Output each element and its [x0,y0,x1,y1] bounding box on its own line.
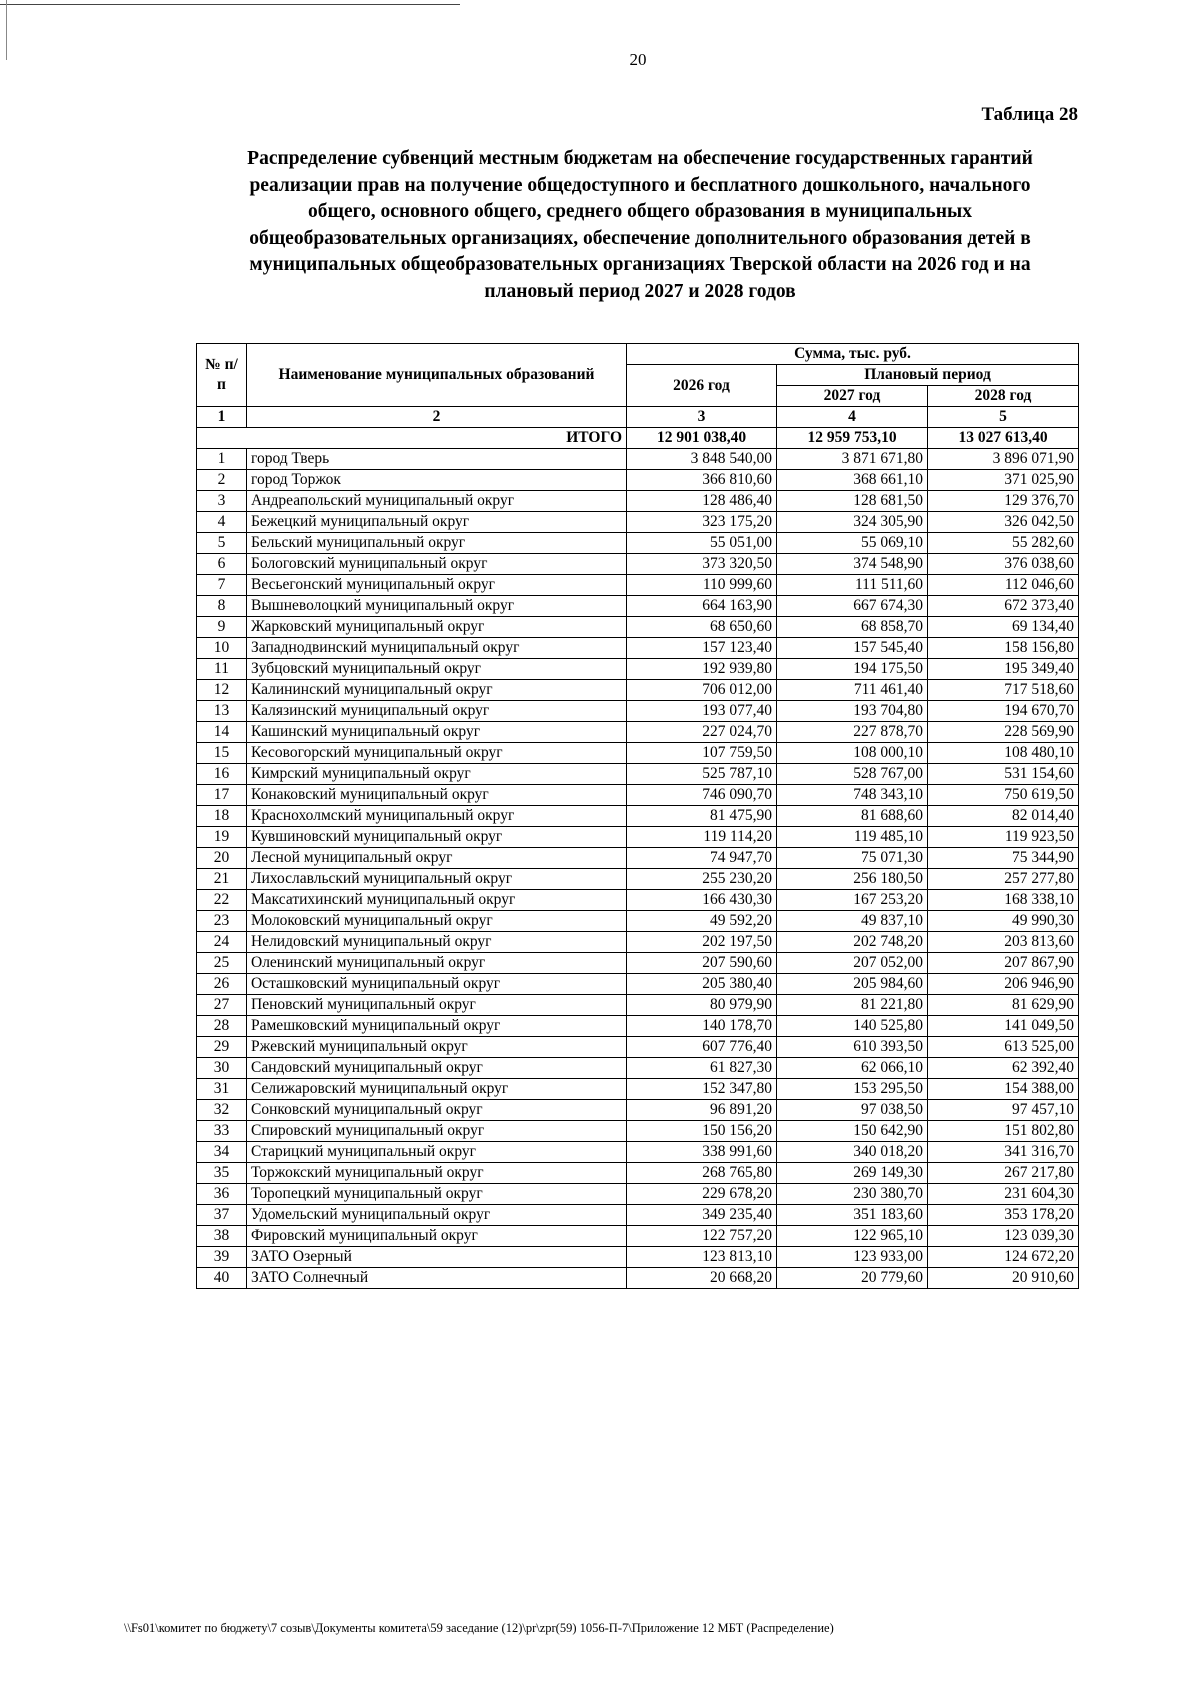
amount-2027: 748 343,10 [777,785,928,806]
table-row [197,638,1079,659]
amount-2027: 340 018,20 [777,1142,928,1163]
table-row [197,449,1079,470]
municipality-name: Вышневолоцкий муниципальный округ [247,596,627,617]
row-number: 11 [197,659,247,680]
amount-2027: 227 878,70 [777,722,928,743]
title-line: общего, основного общего, среднего общего образования в муниципальных [308,201,972,222]
amount-2028: 49 990,30 [928,911,1079,932]
column-numbers-row [197,407,1079,428]
table-row [197,701,1079,722]
row-number: 32 [197,1100,247,1121]
amount-2028: 194 670,70 [928,701,1079,722]
table-row [197,1247,1079,1268]
municipality-name: Молоковский муниципальный округ [247,911,627,932]
amount-2028: 62 392,40 [928,1058,1079,1079]
municipality-name: Максатихинский муниципальный округ [247,890,627,911]
municipality-name: Сандовский муниципальный округ [247,1058,627,1079]
row-number: 9 [197,617,247,638]
table-row [197,848,1079,869]
amount-2028: 3 896 071,90 [928,449,1079,470]
title-line: Распределение субвенций местным бюджетам на обеспечение государственных гарантий [247,148,1033,169]
header-2028: 2028 год [928,386,1079,407]
table-row [197,1016,1079,1037]
municipality-name: город Торжок [247,470,627,491]
row-number: 23 [197,911,247,932]
total-row [197,428,1079,449]
row-number: 3 [197,491,247,512]
row-number: 5 [197,533,247,554]
row-number: 39 [197,1247,247,1268]
table-row [197,1268,1079,1289]
column-number: 2 [247,407,627,428]
amount-2026: 107 759,50 [627,743,777,764]
amount-2028: 371 025,90 [928,470,1079,491]
row-number: 12 [197,680,247,701]
row-number: 16 [197,764,247,785]
amount-2028: 228 569,90 [928,722,1079,743]
amount-2026: 49 592,20 [627,911,777,932]
header-planned-period: Плановый период [777,365,1079,386]
amount-2027: 205 984,60 [777,974,928,995]
row-number: 4 [197,512,247,533]
table-row [197,491,1079,512]
amount-2028: 141 049,50 [928,1016,1079,1037]
row-number: 29 [197,1037,247,1058]
amount-2026: 110 999,60 [627,575,777,596]
row-number: 33 [197,1121,247,1142]
municipality-name: Кимрский муниципальный округ [247,764,627,785]
table-row [197,1079,1079,1100]
amount-2027: 140 525,80 [777,1016,928,1037]
amount-2028: 20 910,60 [928,1268,1079,1289]
amount-2027: 150 642,90 [777,1121,928,1142]
municipality-name: Удомельский муниципальный округ [247,1205,627,1226]
amount-2027: 119 485,10 [777,827,928,848]
amount-2028: 203 813,60 [928,932,1079,953]
row-number: 10 [197,638,247,659]
amount-2028: 112 046,60 [928,575,1079,596]
amount-2028: 195 349,40 [928,659,1079,680]
amount-2026: 366 810,60 [627,470,777,491]
amount-2027: 207 052,00 [777,953,928,974]
municipality-name: Калязинский муниципальный округ [247,701,627,722]
municipality-name: Калининский муниципальный округ [247,680,627,701]
amount-2027: 711 461,40 [777,680,928,701]
amount-2028: 672 373,40 [928,596,1079,617]
amount-2027: 351 183,60 [777,1205,928,1226]
amount-2027: 610 393,50 [777,1037,928,1058]
row-number: 36 [197,1184,247,1205]
row-number: 37 [197,1205,247,1226]
column-number: 4 [777,407,928,428]
amount-2028: 108 480,10 [928,743,1079,764]
title-line: общеобразовательных организациях, обеспечение дополнительного образования детей в [249,227,1031,249]
table-row [197,953,1079,974]
municipality-name: Старицкий муниципальный округ [247,1142,627,1163]
scan-artifact-line [0,4,460,5]
table-row [197,806,1079,827]
amount-2028: 158 156,80 [928,638,1079,659]
row-number: 24 [197,932,247,953]
title-line: муниципальных общеобразовательных организациях Тверской области на 2026 год и на [249,254,1031,275]
table-row [197,1184,1079,1205]
municipality-name: Бежецкий муниципальный округ [247,512,627,533]
amount-2026: 123 813,10 [627,1247,777,1268]
row-number: 20 [197,848,247,869]
table-row [197,1163,1079,1184]
total-label: ИТОГО [197,428,627,449]
municipality-name: Кувшиновский муниципальный округ [247,827,627,848]
row-number: 28 [197,1016,247,1037]
municipality-name: Кашинский муниципальный округ [247,722,627,743]
amount-2027: 528 767,00 [777,764,928,785]
amount-2026: 61 827,30 [627,1058,777,1079]
title-line: плановый период 2027 и 2028 годов [484,280,796,302]
row-number: 21 [197,869,247,890]
amount-2026: 96 891,20 [627,1100,777,1121]
amount-2026: 706 012,00 [627,680,777,701]
row-number: 26 [197,974,247,995]
amount-2026: 3 848 540,00 [627,449,777,470]
table-row [197,512,1079,533]
amount-2027: 324 305,90 [777,512,928,533]
column-number: 5 [928,407,1079,428]
row-number: 13 [197,701,247,722]
header-name: Наименование муниципальных образований [247,344,627,407]
row-number: 34 [197,1142,247,1163]
table-row [197,890,1079,911]
row-number: 30 [197,1058,247,1079]
amount-2027: 193 704,80 [777,701,928,722]
municipality-name: Пеновский муниципальный округ [247,995,627,1016]
amount-2027: 667 674,30 [777,596,928,617]
amount-2028: 119 923,50 [928,827,1079,848]
amount-2026: 205 380,40 [627,974,777,995]
row-number: 6 [197,554,247,575]
amount-2028: 75 344,90 [928,848,1079,869]
title-line: реализации прав на получение общедоступного и бесплатного дошкольного, начального [249,174,1031,196]
amount-2028: 97 457,10 [928,1100,1079,1121]
amount-2026: 20 668,20 [627,1268,777,1289]
table-row [197,974,1079,995]
amount-2027: 157 545,40 [777,638,928,659]
municipality-name: Нелидовский муниципальный округ [247,932,627,953]
table-row [197,554,1079,575]
amount-2028: 267 217,80 [928,1163,1079,1184]
amount-2026: 192 939,80 [627,659,777,680]
amount-2028: 257 277,80 [928,869,1079,890]
municipality-name: Рамешковский муниципальный округ [247,1016,627,1037]
amount-2028: 613 525,00 [928,1037,1079,1058]
amount-2028: 151 802,80 [928,1121,1079,1142]
amount-2026: 81 475,90 [627,806,777,827]
table-row [197,1058,1079,1079]
municipality-name: Весьегонский муниципальный округ [247,575,627,596]
row-number: 40 [197,1268,247,1289]
municipality-name: Торопецкий муниципальный округ [247,1184,627,1205]
municipality-name: Зубцовский муниципальный округ [247,659,627,680]
table-row [197,1037,1079,1058]
amount-2027: 256 180,50 [777,869,928,890]
row-number: 31 [197,1079,247,1100]
amount-2026: 80 979,90 [627,995,777,1016]
table-row [197,764,1079,785]
amount-2027: 153 295,50 [777,1079,928,1100]
amount-2027: 122 965,10 [777,1226,928,1247]
row-number: 14 [197,722,247,743]
table-row [197,575,1079,596]
municipality-name: Оленинский муниципальный округ [247,953,627,974]
amount-2028: 55 282,60 [928,533,1079,554]
municipality-name: Сонковский муниципальный округ [247,1100,627,1121]
header-2026: 2026 год [627,365,777,407]
amount-2028: 750 619,50 [928,785,1079,806]
amount-2027: 230 380,70 [777,1184,928,1205]
municipality-name: Лесной муниципальный округ [247,848,627,869]
table-label: Таблица 28 [981,104,1078,125]
row-number: 22 [197,890,247,911]
table-row [197,869,1079,890]
row-number: 2 [197,470,247,491]
amount-2027: 202 748,20 [777,932,928,953]
municipality-name: Андреапольский муниципальный округ [247,491,627,512]
amount-2028: 69 134,40 [928,617,1079,638]
row-number: 19 [197,827,247,848]
amount-2027: 81 688,60 [777,806,928,827]
municipality-name: Лихославльский муниципальный округ [247,869,627,890]
amount-2027: 97 038,50 [777,1100,928,1121]
row-number: 8 [197,596,247,617]
amount-2026: 157 123,40 [627,638,777,659]
amount-2026: 128 486,40 [627,491,777,512]
amount-2027: 68 858,70 [777,617,928,638]
amount-2027: 49 837,10 [777,911,928,932]
table-row [197,1142,1079,1163]
amount-2028: 206 946,90 [928,974,1079,995]
amount-2027: 368 661,10 [777,470,928,491]
amount-2028: 154 388,00 [928,1079,1079,1100]
municipality-name: Ржевский муниципальный округ [247,1037,627,1058]
amount-2026: 150 156,20 [627,1121,777,1142]
amount-2028: 124 672,20 [928,1247,1079,1268]
row-number: 38 [197,1226,247,1247]
municipality-name: Торжокский муниципальный округ [247,1163,627,1184]
amount-2026: 664 163,90 [627,596,777,617]
amount-2026: 746 090,70 [627,785,777,806]
table-row [197,932,1079,953]
amount-2028: 123 039,30 [928,1226,1079,1247]
header-sum: Сумма, тыс. руб. [627,344,1079,365]
municipality-name: Западнодвинский муниципальный округ [247,638,627,659]
amount-2028: 531 154,60 [928,764,1079,785]
amount-2027: 62 066,10 [777,1058,928,1079]
amount-2026: 255 230,20 [627,869,777,890]
total-2026: 12 901 038,40 [627,428,777,449]
amount-2027: 167 253,20 [777,890,928,911]
amount-2028: 82 014,40 [928,806,1079,827]
amount-2026: 140 178,70 [627,1016,777,1037]
row-number: 27 [197,995,247,1016]
municipality-name: Фировский муниципальный округ [247,1226,627,1247]
amount-2028: 341 316,70 [928,1142,1079,1163]
amount-2028: 81 629,90 [928,995,1079,1016]
table-row [197,680,1079,701]
amount-2027: 81 221,80 [777,995,928,1016]
table-row [197,722,1079,743]
scan-artifact-edge [6,0,7,60]
municipality-name: Конаковский муниципальный округ [247,785,627,806]
column-number: 1 [197,407,247,428]
amount-2026: 152 347,80 [627,1079,777,1100]
amount-2028: 168 338,10 [928,890,1079,911]
municipality-name: ЗАТО Озерный [247,1247,627,1268]
amount-2027: 128 681,50 [777,491,928,512]
row-number: 25 [197,953,247,974]
total-2028: 13 027 613,40 [928,428,1079,449]
row-number: 18 [197,806,247,827]
header-no: № п/п [197,344,247,407]
row-number: 35 [197,1163,247,1184]
amount-2026: 268 765,80 [627,1163,777,1184]
document-title [200,146,1080,305]
amount-2026: 229 678,20 [627,1184,777,1205]
amount-2028: 717 518,60 [928,680,1079,701]
amount-2027: 3 871 671,80 [777,449,928,470]
amount-2027: 111 511,60 [777,575,928,596]
municipality-name: Жарковский муниципальный округ [247,617,627,638]
amount-2026: 227 024,70 [627,722,777,743]
municipality-name: Спировский муниципальный округ [247,1121,627,1142]
table-row [197,911,1079,932]
subventions-table [196,343,1079,1289]
amount-2026: 349 235,40 [627,1205,777,1226]
amount-2026: 55 051,00 [627,533,777,554]
municipality-name: Кесовогорский муниципальный округ [247,743,627,764]
row-number: 17 [197,785,247,806]
footer-file-path: \\Fs01\комитет по бюджету\7 созыв\Документы комитета\59 заседание (12)\pr\zpr(59) 1056-П-7\Приложение 12 МБТ (Распределение) [124,1621,834,1635]
municipality-name: Селижаровский муниципальный округ [247,1079,627,1100]
municipality-name: Осташковский муниципальный округ [247,974,627,995]
table-row [197,1226,1079,1247]
table-row [197,785,1079,806]
amount-2026: 525 787,10 [627,764,777,785]
amount-2028: 326 042,50 [928,512,1079,533]
row-number: 15 [197,743,247,764]
amount-2028: 353 178,20 [928,1205,1079,1226]
table-row [197,1121,1079,1142]
amount-2026: 74 947,70 [627,848,777,869]
amount-2026: 122 757,20 [627,1226,777,1247]
municipality-name: Краснохолмский муниципальный округ [247,806,627,827]
amount-2026: 373 320,50 [627,554,777,575]
amount-2026: 193 077,40 [627,701,777,722]
row-number: 7 [197,575,247,596]
amount-2028: 129 376,70 [928,491,1079,512]
column-number: 3 [627,407,777,428]
amount-2027: 20 779,60 [777,1268,928,1289]
table-row [197,995,1079,1016]
amount-2027: 108 000,10 [777,743,928,764]
amount-2028: 231 604,30 [928,1184,1079,1205]
table-row [197,659,1079,680]
amount-2026: 68 650,60 [627,617,777,638]
table-row [197,617,1079,638]
table-row [197,596,1079,617]
table-row [197,743,1079,764]
amount-2026: 166 430,30 [627,890,777,911]
amount-2027: 55 069,10 [777,533,928,554]
amount-2026: 323 175,20 [627,512,777,533]
table-row [197,470,1079,491]
amount-2027: 75 071,30 [777,848,928,869]
table-row [197,533,1079,554]
table-row [197,1100,1079,1121]
page-number: 20 [629,50,647,69]
amount-2026: 202 197,50 [627,932,777,953]
amount-2026: 607 776,40 [627,1037,777,1058]
amount-2027: 374 548,90 [777,554,928,575]
amount-2027: 194 175,50 [777,659,928,680]
municipality-name: ЗАТО Солнечный [247,1268,627,1289]
header-2027: 2027 год [777,386,928,407]
municipality-name: Бологовский муниципальный округ [247,554,627,575]
table-row [197,1205,1079,1226]
table-row [197,827,1079,848]
municipality-name: город Тверь [247,449,627,470]
amount-2026: 338 991,60 [627,1142,777,1163]
amount-2028: 376 038,60 [928,554,1079,575]
amount-2026: 119 114,20 [627,827,777,848]
amount-2027: 123 933,00 [777,1247,928,1268]
amount-2027: 269 149,30 [777,1163,928,1184]
amount-2028: 207 867,90 [928,953,1079,974]
municipality-name: Бельский муниципальный округ [247,533,627,554]
row-number: 1 [197,449,247,470]
amount-2026: 207 590,60 [627,953,777,974]
total-2027: 12 959 753,10 [777,428,928,449]
